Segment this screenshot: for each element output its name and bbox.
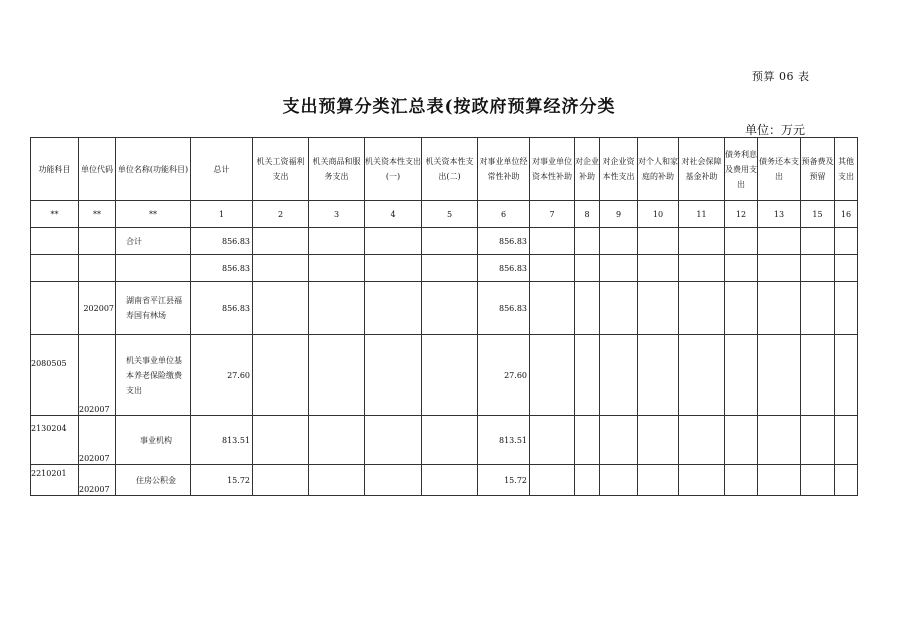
col-number: 3 bbox=[309, 201, 365, 228]
title-sub: (按政府预算经济分类 bbox=[444, 97, 616, 117]
unit-code bbox=[79, 255, 116, 282]
func-code bbox=[31, 255, 79, 282]
col-header: 其他支出 bbox=[835, 138, 858, 201]
unit-name: 住房公积金 bbox=[116, 465, 191, 496]
col-header: 对事业单位经常性补助 bbox=[478, 138, 530, 201]
col-header: 对社会保障基金补助 bbox=[679, 138, 725, 201]
total-cell: 856.83 bbox=[191, 228, 253, 255]
col-header: 机关商品和服务支出 bbox=[309, 138, 365, 201]
col-header: 单位代码 bbox=[79, 138, 116, 201]
col-header: 对企业资本性支出 bbox=[600, 138, 638, 201]
col-number: 4 bbox=[365, 201, 422, 228]
col-number: 12 bbox=[725, 201, 758, 228]
column-number-row bbox=[31, 201, 858, 228]
unit-name: 事业机构 bbox=[116, 416, 191, 465]
col-number: 11 bbox=[679, 201, 725, 228]
col-number: 13 bbox=[758, 201, 801, 228]
func-code bbox=[31, 282, 79, 335]
table-row bbox=[31, 416, 858, 465]
unit-label: 单位：万元 bbox=[745, 123, 806, 137]
col-header: 债务利息及费用支出 bbox=[725, 138, 758, 201]
col-number: 16 bbox=[835, 201, 858, 228]
unit-name: 湖南省平江县福寿国有林场 bbox=[116, 282, 191, 335]
unit-code: 202007 bbox=[79, 282, 116, 335]
col-number: ** bbox=[116, 201, 191, 228]
col-header: 对事业单位资本性补助 bbox=[530, 138, 575, 201]
col-number: 6 bbox=[478, 201, 530, 228]
total-cell: 27.60 bbox=[191, 335, 253, 416]
col-number: ** bbox=[79, 201, 116, 228]
budget-table bbox=[30, 137, 858, 496]
col-header: 预备费及预留 bbox=[801, 138, 835, 201]
col-header: 单位名称(功能科目) bbox=[116, 138, 191, 201]
func-code: 2210201 bbox=[31, 465, 79, 496]
col-number: 7 bbox=[530, 201, 575, 228]
table-row bbox=[31, 282, 858, 335]
col-header: 对个人和家庭的补助 bbox=[638, 138, 679, 201]
unit-name bbox=[116, 255, 191, 282]
col-number: 9 bbox=[600, 201, 638, 228]
page-title bbox=[0, 92, 898, 117]
col-header: 债务还本支出 bbox=[758, 138, 801, 201]
institution-subsidy-cell: 813.51 bbox=[478, 416, 530, 465]
institution-subsidy-cell: 856.83 bbox=[478, 255, 530, 282]
col-number: 15 bbox=[801, 201, 835, 228]
col-header: 机关资本性支出(二) bbox=[422, 138, 478, 201]
institution-subsidy-cell: 856.83 bbox=[478, 228, 530, 255]
total-cell: 15.72 bbox=[191, 465, 253, 496]
col-header: 对企业补助 bbox=[575, 138, 600, 201]
header-row bbox=[31, 138, 858, 201]
col-number: 5 bbox=[422, 201, 478, 228]
col-header: 机关资本性支出(一) bbox=[365, 138, 422, 201]
col-number: 1 bbox=[191, 201, 253, 228]
unit-code: 202007 bbox=[79, 465, 116, 496]
title-main: 支出预算分类汇总表 bbox=[282, 97, 445, 117]
unit-name: 合计 bbox=[116, 228, 191, 255]
table-row bbox=[31, 335, 858, 416]
unit-code: 202007 bbox=[79, 335, 116, 416]
form-number: 预算 06 表 bbox=[752, 70, 810, 83]
col-header: 总计 bbox=[191, 138, 253, 201]
func-code: 2080505 bbox=[31, 335, 79, 416]
col-number: 2 bbox=[253, 201, 309, 228]
unit-code bbox=[79, 228, 116, 255]
col-header: 功能科目 bbox=[31, 138, 79, 201]
unit-code: 202007 bbox=[79, 416, 116, 465]
col-number: ** bbox=[31, 201, 79, 228]
institution-subsidy-cell: 856.83 bbox=[478, 282, 530, 335]
total-cell: 856.83 bbox=[191, 282, 253, 335]
total-cell: 813.51 bbox=[191, 416, 253, 465]
col-number: 10 bbox=[638, 201, 679, 228]
table-row bbox=[31, 228, 858, 255]
unit-name: 机关事业单位基本养老保险缴费支出 bbox=[116, 335, 191, 416]
col-number: 8 bbox=[575, 201, 600, 228]
table-row bbox=[31, 255, 858, 282]
col-header: 机关工资福利支出 bbox=[253, 138, 309, 201]
func-code: 2130204 bbox=[31, 416, 79, 465]
institution-subsidy-cell: 15.72 bbox=[478, 465, 530, 496]
table-row bbox=[31, 465, 858, 496]
func-code bbox=[31, 228, 79, 255]
total-cell: 856.83 bbox=[191, 255, 253, 282]
institution-subsidy-cell: 27.60 bbox=[478, 335, 530, 416]
